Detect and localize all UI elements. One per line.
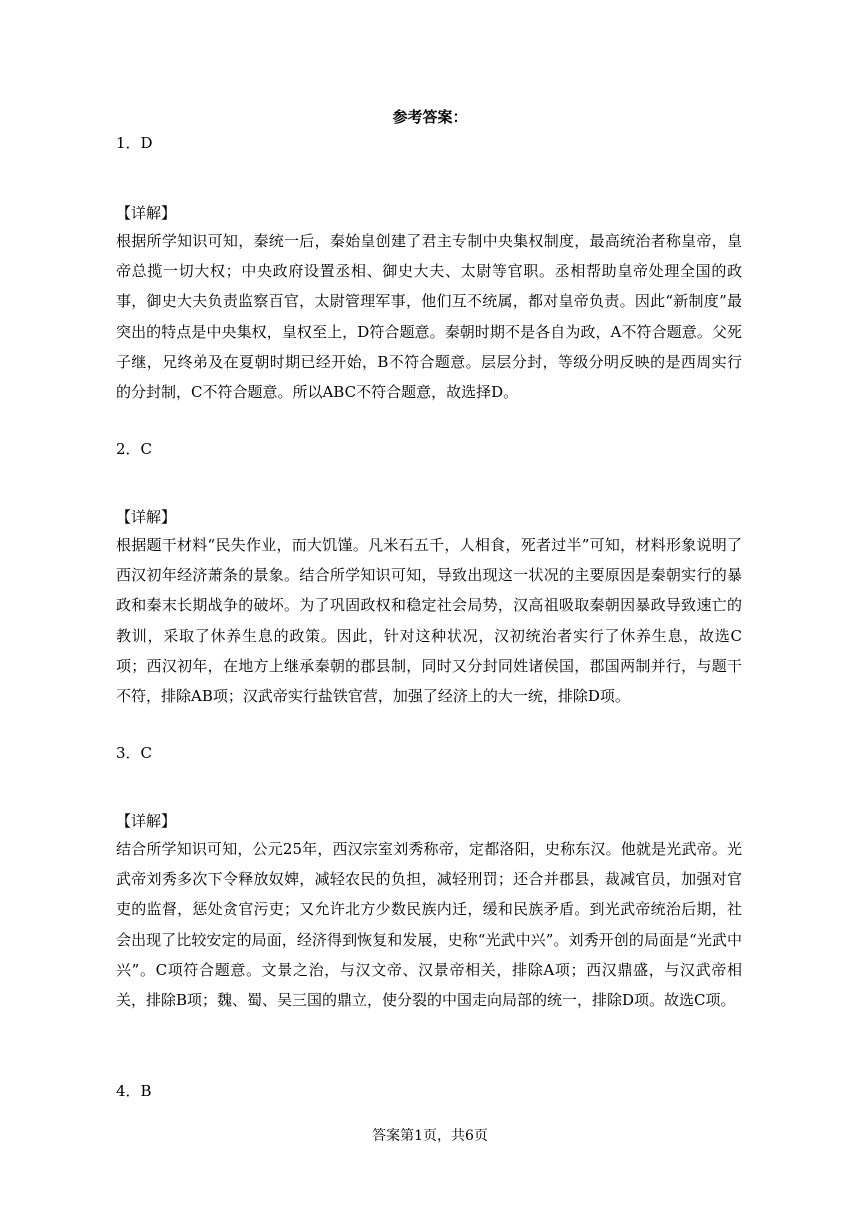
page-title: 参考答案：	[392, 108, 468, 126]
answer-number-2: 2．C	[116, 440, 153, 458]
explanation-2: 根据题干材料“民失作业，而大饥馑。凡米石五千，人相食，死者过半”可知，材料形象说明了西汉初年经济萧条的景象。结合所学知识可知，导致出现这一状况的主要原因是秦朝实行的暴政和秦末长期战争的破坏。为了巩固政权和稳定社会局势，汉高祖吸取秦朝因暴政导致速亡的教训，采取了休养生息的政策。因此，针对这种状况，汉初统治者实行了休养生息，故选C项；西汉初年，在地方上继承秦朝的郡县制，同时又分封同姓诸侯国，郡国两制并行，与题干不符，排除AB项；汉武帝实行盐铁官营，加强了经济上的大一统，排除D项。	[116, 536, 742, 706]
explanation-3: 结合所学知识可知，公元25年，西汉宗室刘秀称帝，定都洛阳，史称东汉。他就是光武帝。光武帝刘秀多次下令释放奴婢，减轻农民的负担，减轻刑罚；还合并郡县，裁减官员，加强对官吏的监督，惩处贪官污吏；又允许北方少数民族内迁，缓和民族矛盾。到光武帝统治后期，社会出现了比较安定的局面，经济得到恢复和发展，史称“光武中兴”。刘秀开创的局面是“光武中兴”。C项符合题意。文景之治，与汉文帝、汉景帝相关，排除A项；西汉鼎盛，与汉武帝相关，排除B项；魏、蜀、吴三国的鼎立，使分裂的中国走向局部的统一，排除D项。故选C项。	[116, 840, 742, 1010]
answer-number-1: 1．D	[116, 134, 153, 152]
page-footer: 答案第1页，共6页	[372, 1128, 488, 1144]
detail-heading-2: 【详解】	[116, 508, 177, 526]
explanation-1: 根据所学知识可知，秦统一后，秦始皇创建了君主专制中央集权制度，最高统治者称皇帝，皇帝总揽一切大权；中央政府设置丞相、御史大夫、太尉等官职。丞相帮助皇帝处理全国的政事，御史大夫负责监察百官，太尉管理军事，他们互不统属，都对皇帝负责。因此“新制度”最突出的特点是中央集权，皇权至上，D符合题意。秦朝时期不是各自为政，A不符合题意。父死子继，兄终弟及在夏朝时期已经开始，B不符合题意。层层分封，等级分明反映的是西周实行的分封制，C不符合题意。所以ABC不符合题意，故选择D。	[116, 232, 742, 402]
answer-number-3: 3．C	[116, 744, 153, 762]
detail-heading-1: 【详解】	[116, 204, 177, 222]
detail-heading-3: 【详解】	[116, 812, 177, 830]
answer-number-4: 4．B	[116, 1082, 152, 1100]
